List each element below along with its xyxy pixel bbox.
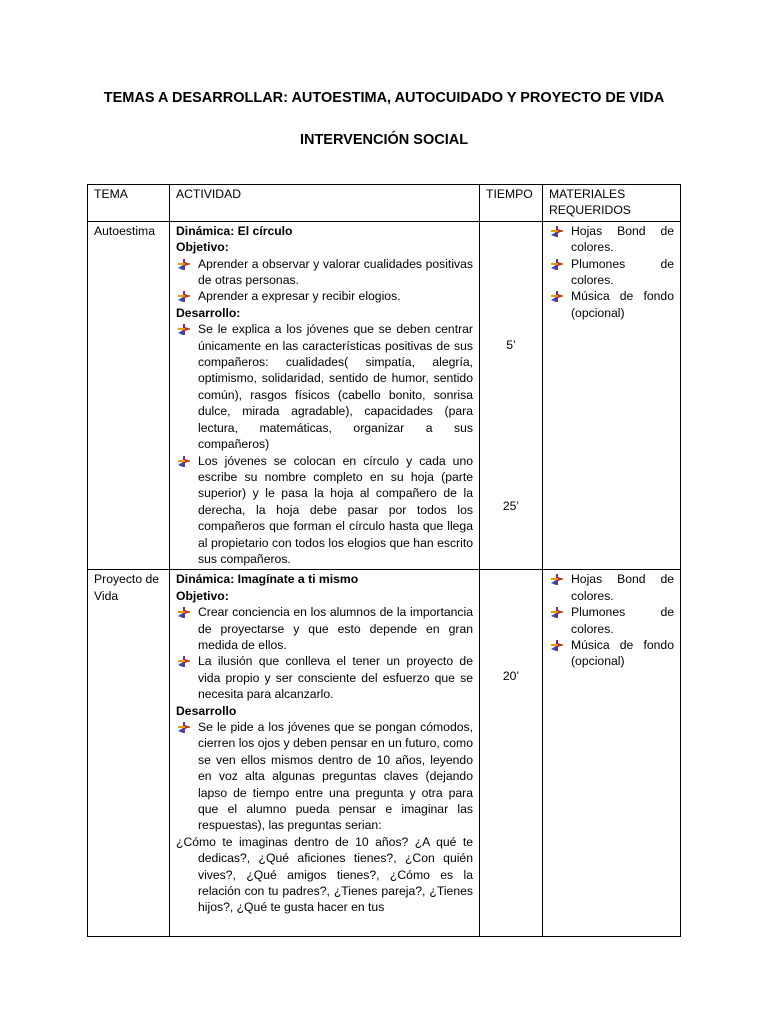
list-item: Se le explica a los jóvenes que se deben centrar únicamente en las características positivas de sus compañeros: cualidades( simpatía, alegría, optimismo, solidaridad, sentido de humor, sentido común), rasgos físicos (cabello bonito, sonrisa dulce, mirada agradable), capacidades (para lectura, matemáticas, organizar a sus compañeros): [176, 321, 473, 452]
tiempo-cell: [480, 570, 543, 937]
bullet-icon: [178, 656, 190, 667]
tiempo-cell: [480, 221, 543, 570]
dinamica-title: Dinámica: El círculo: [176, 223, 293, 238]
bullet-icon: [178, 324, 190, 335]
table-row: [88, 221, 681, 570]
objetivo-label: Objetivo:: [176, 588, 229, 603]
preguntas-text: ¿Cómo te imaginas dentro de 10 años? ¿A qué te dedicas?, ¿Qué aficiones tienes?, ¿Con quién vives?, ¿Qué amigos tienes?, ¿Cómo es la relación con tu padres?, ¿Tienes pareja?, ¿Tienes hijos?, ¿Qué te gusta hacer en tus: [176, 834, 473, 915]
list-item: Plumones de colores.: [549, 256, 674, 289]
bullet-icon: [178, 291, 190, 302]
table-row: [88, 570, 681, 937]
bullet-icon: [178, 722, 190, 733]
desarrollo-label: Desarrollo:: [176, 305, 241, 320]
list-item: Hojas Bond de colores.: [549, 571, 674, 604]
actividad-cell: [170, 221, 480, 570]
bullet-icon: [551, 259, 563, 270]
bullet-icon: [178, 607, 190, 618]
list-item: Aprender a expresar y recibir elogios.: [176, 288, 473, 304]
activities-table: [87, 184, 681, 937]
materiales-cell: [543, 570, 681, 937]
document-subtitle: INTERVENCIÓN SOCIAL: [299, 132, 469, 148]
list-item: Crear conciencia en los alumnos de la importancia de proyectarse y que esto depende en gran medida de ellos.: [176, 604, 473, 653]
tiempo-value: 20’: [502, 669, 520, 684]
bullet-icon: [551, 226, 563, 237]
tiempo-value: 25’: [502, 499, 520, 514]
header-actividad: ACTIVIDAD: [170, 185, 480, 222]
list-item: Se le pide a los jóvenes que se pongan cómodos, cierren los ojos y deben pensar en un futuro, como se ven ellos mismos dentro de 10 años, leyendo en voz alta algunas preguntas claves (dejando lapso de tiempo entre una pregunta y otra para que el alumno pueda pensar e imaginar las respuestas), las preguntas serian:: [176, 719, 473, 834]
bullet-icon: [178, 259, 190, 270]
header-tiempo: TIEMPO: [480, 185, 543, 222]
list-item: Plumones de colores.: [549, 604, 674, 637]
materiales-cell: [543, 221, 681, 570]
header-tema: TEMA: [88, 185, 170, 222]
list-item: Aprender a observar y valorar cualidades positivas de otras personas.: [176, 256, 473, 289]
bullet-icon: [178, 456, 190, 467]
list-item: Los jóvenes se colocan en círculo y cada uno escribe su nombre completo en su hoja (parte superior) y le pasa la hoja al compañero de la derecha, la hoja debe pasar por todos los compañeros que forman el círculo hasta que llega al propietario con todos los elogios que han escrito sus compañeros.: [176, 453, 473, 568]
actividad-cell: [170, 570, 480, 937]
bullet-icon: [551, 574, 563, 585]
tema-cell: Proyecto de Vida: [88, 570, 170, 937]
document-title: TEMAS A DESARROLLAR: AUTOESTIMA, AUTOCUIDADO Y PROYECTO DE VIDA: [103, 90, 665, 106]
list-item: Música de fondo (opcional): [549, 288, 674, 321]
objetivo-label: Objetivo:: [176, 240, 229, 255]
dinamica-title: Dinámica: Imagínate a ti mismo: [176, 572, 359, 587]
bullet-icon: [551, 640, 563, 651]
tiempo-value: 5’: [506, 337, 516, 352]
list-item: La ilusión que conlleva el tener un proyecto de vida propio y ser consciente del esfuerzo que se necesita para alcanzarlo.: [176, 653, 473, 702]
bullet-icon: [551, 607, 563, 618]
header-materiales: MATERIALES REQUERIDOS: [543, 185, 681, 222]
tema-cell: Autoestima: [88, 221, 170, 570]
table-header-row: [88, 185, 681, 222]
desarrollo-label: Desarrollo: [176, 703, 237, 718]
list-item: Hojas Bond de colores.: [549, 223, 674, 256]
list-item: Música de fondo (opcional): [549, 637, 674, 670]
bullet-icon: [551, 291, 563, 302]
